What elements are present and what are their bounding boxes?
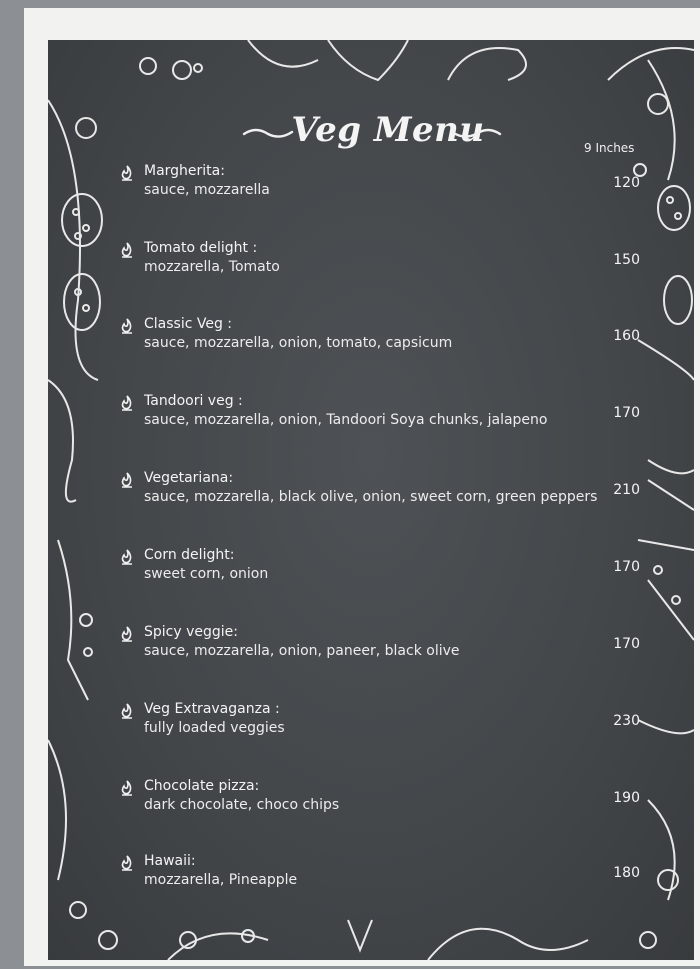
item-price: 170 <box>613 405 640 421</box>
item-price: 210 <box>613 482 640 498</box>
item-price: 170 <box>613 559 640 575</box>
item-description: sauce, mozzarella, onion, paneer, black olive <box>144 643 460 659</box>
item-name: Classic Veg : <box>144 316 233 332</box>
item-description: fully loaded veggies <box>144 720 285 736</box>
item-name: Tandoori veg : <box>144 393 243 409</box>
item-description: sauce, mozzarella, black olive, onion, sweet corn, green peppers <box>144 489 598 505</box>
flame-icon <box>120 780 134 796</box>
flame-icon <box>120 855 134 871</box>
flame-icon <box>120 318 134 334</box>
item-description: mozzarella, Pineapple <box>144 872 298 888</box>
item-description: dark chocolate, choco chips <box>144 797 340 813</box>
item-name: Margherita: <box>144 163 225 179</box>
item-description: sauce, mozzarella, onion, tomato, capsicum <box>144 335 453 351</box>
flame-icon <box>120 165 134 181</box>
flame-icon <box>120 395 134 411</box>
item-description: sauce, mozzarella <box>144 182 270 198</box>
chalkboard-menu <box>48 40 694 960</box>
item-name: Corn delight: <box>144 547 235 563</box>
flame-icon <box>120 703 134 719</box>
item-name: Hawaii: <box>144 853 196 869</box>
item-price: 160 <box>613 328 640 344</box>
item-price: 150 <box>613 252 640 268</box>
item-description: sweet corn, onion <box>144 566 269 582</box>
item-price: 190 <box>613 790 640 806</box>
item-name: Tomato delight : <box>144 240 258 256</box>
flame-icon <box>120 472 134 488</box>
size-column-header: 9 Inches <box>584 141 635 155</box>
item-name: Veg Extravaganza : <box>144 701 280 717</box>
item-name: Chocolate pizza: <box>144 778 260 794</box>
title-flourish-right <box>450 124 502 142</box>
item-description: sauce, mozzarella, onion, Tandoori Soya chunks, jalapeno <box>144 412 548 428</box>
flame-icon <box>120 626 134 642</box>
item-description: mozzarella, Tomato <box>144 259 280 275</box>
menu-title: Veg Menu <box>291 110 485 150</box>
item-price: 180 <box>613 865 640 881</box>
item-price: 120 <box>613 175 640 191</box>
item-name: Vegetariana: <box>144 470 234 486</box>
item-name: Spicy veggie: <box>144 624 238 640</box>
flame-icon <box>120 549 134 565</box>
item-price: 230 <box>613 713 640 729</box>
flame-icon <box>120 242 134 258</box>
item-price: 170 <box>613 636 640 652</box>
